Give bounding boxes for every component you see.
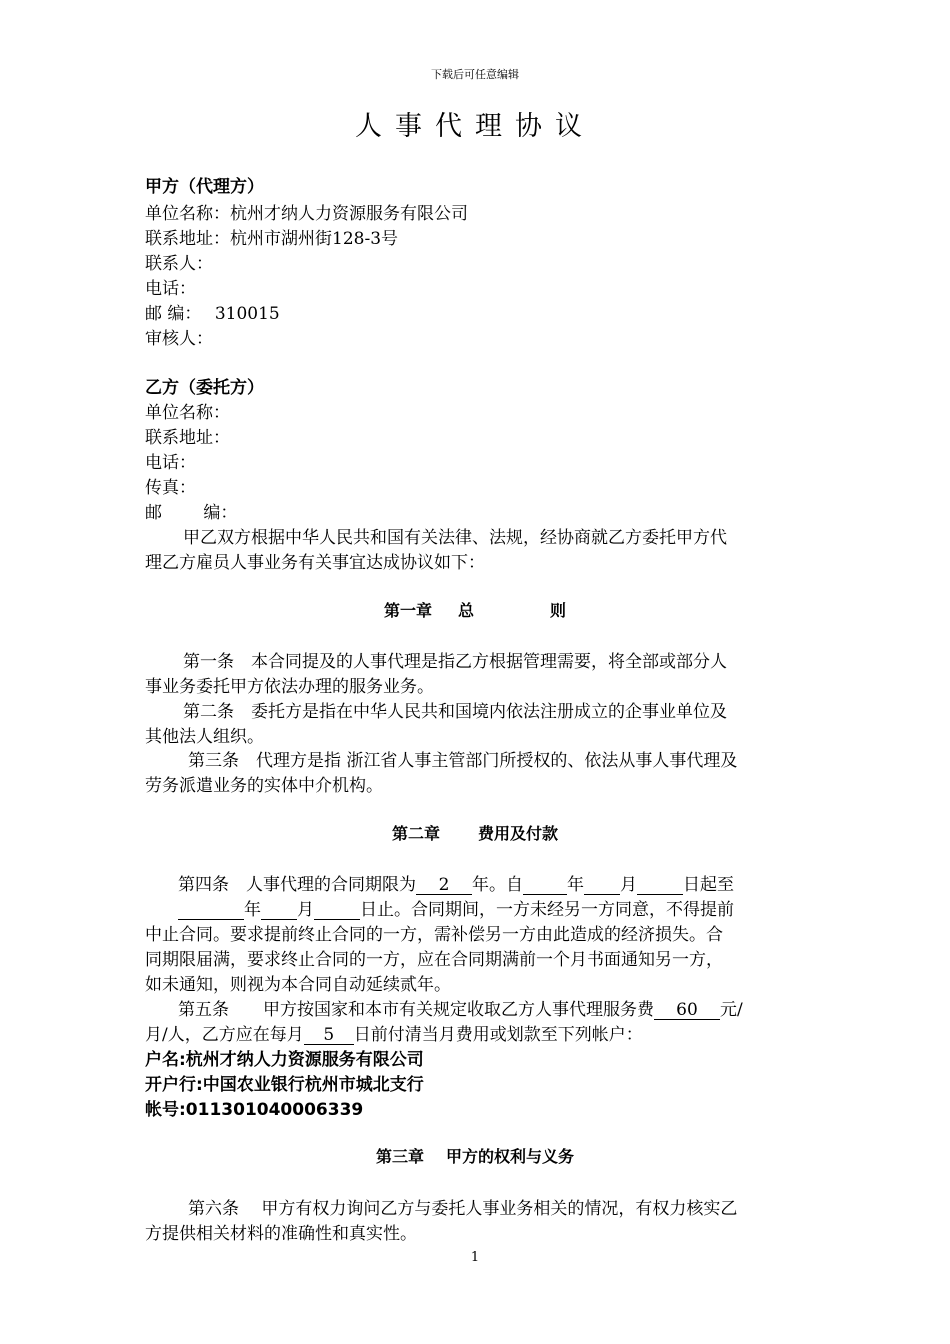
bank-name: 开户行:中国农业银行杭州市城北支行	[145, 1075, 424, 1095]
page-number: 1	[470, 1250, 480, 1265]
article-4-seg7: 日止。合同期间，一方未经另一方同意，不得提前	[360, 900, 734, 920]
article-5-line2-prefix: 月/人，乙方应在每月	[145, 1025, 304, 1045]
party-a-reviewer: 审核人：	[145, 329, 213, 349]
intro-line-2: 理乙方雇员人事业务有关事宜达成协议如下：	[145, 553, 485, 573]
article-2-line-2: 其他法人组织。	[145, 727, 264, 747]
chapter-1-number: 第一章	[383, 601, 432, 620]
party-a-address: 联系地址：杭州市湖州街128-3号	[145, 229, 399, 249]
article-4-line-2	[178, 895, 734, 920]
page-header: 下载后可任意编辑	[431, 68, 519, 81]
article-5-prefix: 第五条 甲方按国家和本市有关规定收取乙方人事代理服务费	[178, 1000, 654, 1020]
article-1-line-2: 事业务委托甲方依法办理的服务业务。	[145, 677, 434, 697]
chapter-3-number: 第三章	[375, 1147, 424, 1166]
article-3-line-1: 第三条 代理方是指 浙江省人事主管部门所授权的、依法从事人事代理及	[188, 751, 738, 771]
article-3-line-2: 劳务派遣业务的实体中介机构。	[145, 776, 383, 796]
party-a-phone: 电话：	[145, 279, 196, 299]
contract-term-blank: 2	[416, 875, 472, 895]
article-4-seg2: 年	[567, 875, 584, 895]
article-5-line-2	[145, 1020, 643, 1045]
party-a-postcode-label: 邮 编：	[145, 304, 202, 324]
chapter-3-heading	[0, 1144, 950, 1167]
end-year-blank	[178, 900, 244, 920]
article-4-seg3: 月	[620, 875, 637, 895]
article-1-line-1: 第一条 本合同提及的人事代理是指乙方根据管理需要，将全部或部分人	[183, 652, 727, 672]
chapter-1-title-b: 则	[550, 601, 567, 620]
chapter-3-title: 甲方的权利与义务	[446, 1147, 575, 1166]
party-b-postcode-label-2: 编：	[203, 503, 238, 523]
party-b-unit: 单位名称：	[145, 403, 230, 423]
start-month-blank	[584, 875, 620, 895]
document-title: 人事代理协议	[355, 111, 595, 142]
party-b-phone: 电话：	[145, 453, 196, 473]
start-day-blank	[637, 875, 683, 895]
account-name: 户名:杭州才纳人力资源服务有限公司	[145, 1050, 424, 1070]
chapter-2-heading	[0, 821, 950, 844]
party-b-heading: 乙方（委托方）	[145, 378, 264, 398]
party-a-heading: 甲方（代理方）	[145, 177, 264, 197]
party-b-address: 联系地址：	[145, 428, 230, 448]
article-4-seg5: 年	[244, 900, 261, 920]
article-6-line-2: 方提供相关材料的准确性和真实性。	[145, 1224, 417, 1244]
article-4-line-5: 如未通知，则视为本合同自动延续贰年。	[145, 975, 451, 995]
article-4-seg1: 年。自	[472, 875, 523, 895]
article-5-line2-suffix: 日前付清当月费用或划款至下列帐户：	[353, 1025, 643, 1045]
article-5-line-1	[178, 995, 743, 1020]
start-year-blank	[523, 875, 567, 895]
article-4-line-4: 同期限届满，要求终止合同的一方，应在合同期满前一个月书面通知另一方，	[145, 950, 723, 970]
chapter-1-title-a: 总	[457, 601, 474, 620]
account-number: 帐号:011301040006339	[145, 1100, 364, 1120]
party-a-postcode-value: 310015	[214, 304, 280, 324]
article-4-seg4: 日起至	[683, 875, 734, 895]
chapter-1-heading	[0, 598, 950, 621]
service-fee-blank: 60	[654, 1000, 720, 1020]
party-a-contact: 联系人：	[145, 254, 213, 274]
party-b-fax: 传真：	[145, 478, 196, 498]
end-month-blank	[261, 900, 297, 920]
chapter-2-number: 第二章	[391, 824, 440, 843]
chapter-2-title: 费用及付款	[478, 824, 559, 843]
article-2-line-1: 第二条 委托方是指在中华人民共和国境内依法注册成立的企事业单位及	[183, 702, 727, 722]
article-4-prefix: 第四条 人事代理的合同期限为	[178, 875, 416, 895]
party-b-postcode-label-1: 邮	[145, 503, 162, 523]
payment-day-blank: 5	[304, 1025, 354, 1045]
article-4-line-1	[178, 870, 734, 895]
intro-line-1: 甲乙双方根据中华人民共和国有关法律、法规，经协商就乙方委托甲方代	[183, 528, 727, 548]
article-6-line-1: 第六条 甲方有权力询问乙方与委托人事业务相关的情况，有权力核实乙	[188, 1199, 738, 1219]
service-fee-unit: 元/	[720, 1000, 743, 1020]
end-day-blank	[314, 900, 360, 920]
article-4-seg6: 月	[297, 900, 314, 920]
party-a-postcode	[145, 299, 280, 324]
party-a-unit: 单位名称：杭州才纳人力资源服务有限公司	[145, 204, 468, 224]
article-4-line-3: 中止合同。要求提前终止合同的一方，需补偿另一方由此造成的经济损失。合	[145, 925, 723, 945]
party-b-postcode	[145, 498, 237, 523]
